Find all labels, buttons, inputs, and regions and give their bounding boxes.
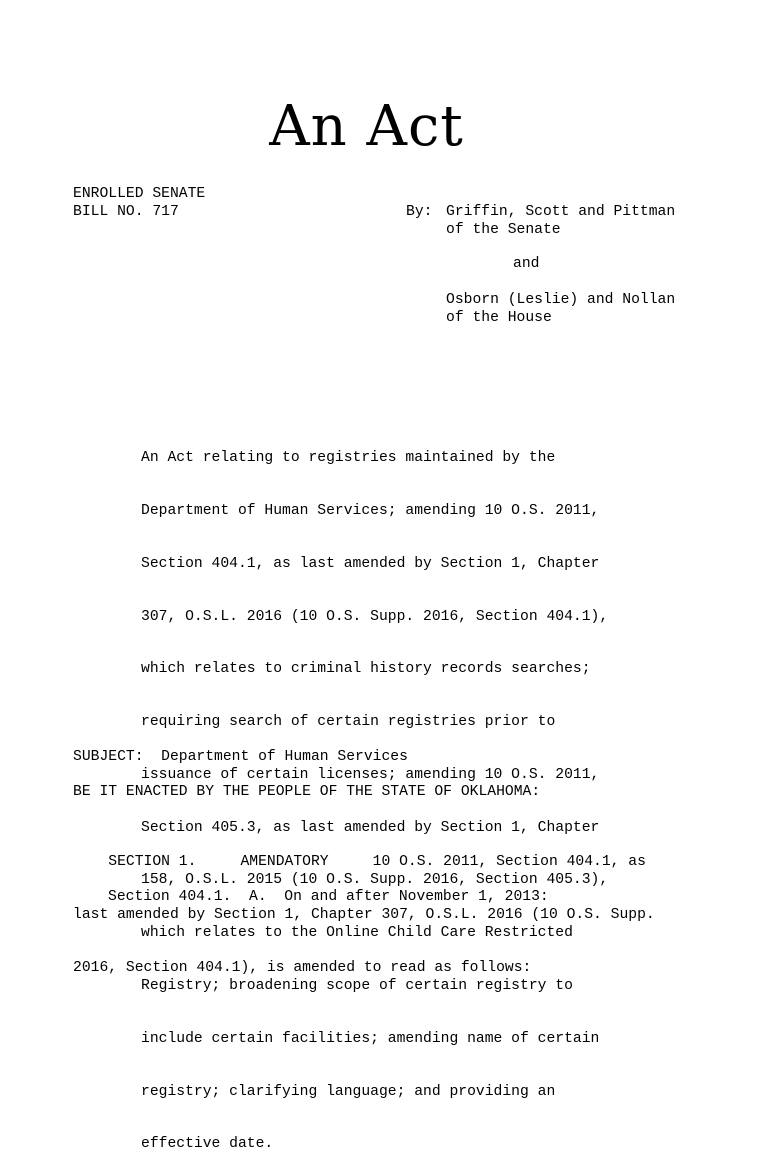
document-title: An Act (269, 94, 464, 159)
section-1-line: 2016, Section 404.1), is amended to read as follows: (73, 959, 532, 976)
senate-authors (446, 204, 675, 239)
subject-line: SUBJECT: Department of Human Services (73, 749, 408, 765)
summary-line: Registry; broadening scope of certain registry to (141, 978, 573, 994)
summary-line: 158, O.S.L. 2015 (10 O.S. Supp. 2016, Section 405.3), (141, 872, 609, 889)
summary-line: which relates to the Online Child Care Restricted (141, 925, 573, 942)
summary-line: Section 405.3, as last amended by Section 1, Chapter (141, 819, 600, 836)
bill-type: ENROLLED SENATE (73, 186, 206, 202)
section-1-line: SECTION 1. AMENDATORY 10 O.S. 2011, Section 404.1, as (73, 854, 646, 871)
section-1-line: last amended by Section 1, Chapter 307, O.S.L. 2016 (10 O.S. Supp. (73, 906, 655, 923)
senate-chamber: of the Senate (446, 221, 561, 238)
summary-line: An Act relating to registries maintained by the (141, 450, 556, 467)
section-1-heading (73, 819, 655, 995)
enacting-clause: BE IT ENACTED BY THE PEOPLE OF THE STATE OF OKLAHOMA: (73, 784, 541, 800)
summary-line: Department of Human Services; amending 10 O.S. 2011, (141, 502, 600, 519)
by-label: By: (406, 204, 433, 220)
summary-line: 307, O.S.L. 2016 (10 O.S. Supp. 2016, Section 404.1), (141, 608, 609, 625)
summary-line: include certain facilities; amending name of certain (141, 1030, 600, 1047)
senate-author-names: Griffin, Scott and Pittman (446, 204, 676, 220)
bill-number: BILL NO. 717 (73, 203, 179, 220)
bill-number-block (73, 186, 205, 221)
house-authors (446, 292, 675, 327)
summary-line: which relates to criminal history records searches; (141, 661, 591, 678)
authors-conjunction: and (513, 256, 540, 272)
house-chamber: of the House (446, 309, 552, 326)
section-404-1-text: Section 404.1. A. On and after November 1, 2013: (108, 889, 549, 905)
summary-line: effective date. (141, 1136, 274, 1153)
house-author-names: Osborn (Leslie) and Nollan (446, 292, 676, 308)
summary-line: requiring search of certain registries prior to (141, 714, 556, 731)
summary-line: Section 404.1, as last amended by Section 1, Chapter (141, 555, 600, 572)
summary-line: registry; clarifying language; and providing an (141, 1083, 556, 1100)
summary-line: issuance of certain licenses; amending 10 O.S. 2011, (141, 766, 600, 783)
